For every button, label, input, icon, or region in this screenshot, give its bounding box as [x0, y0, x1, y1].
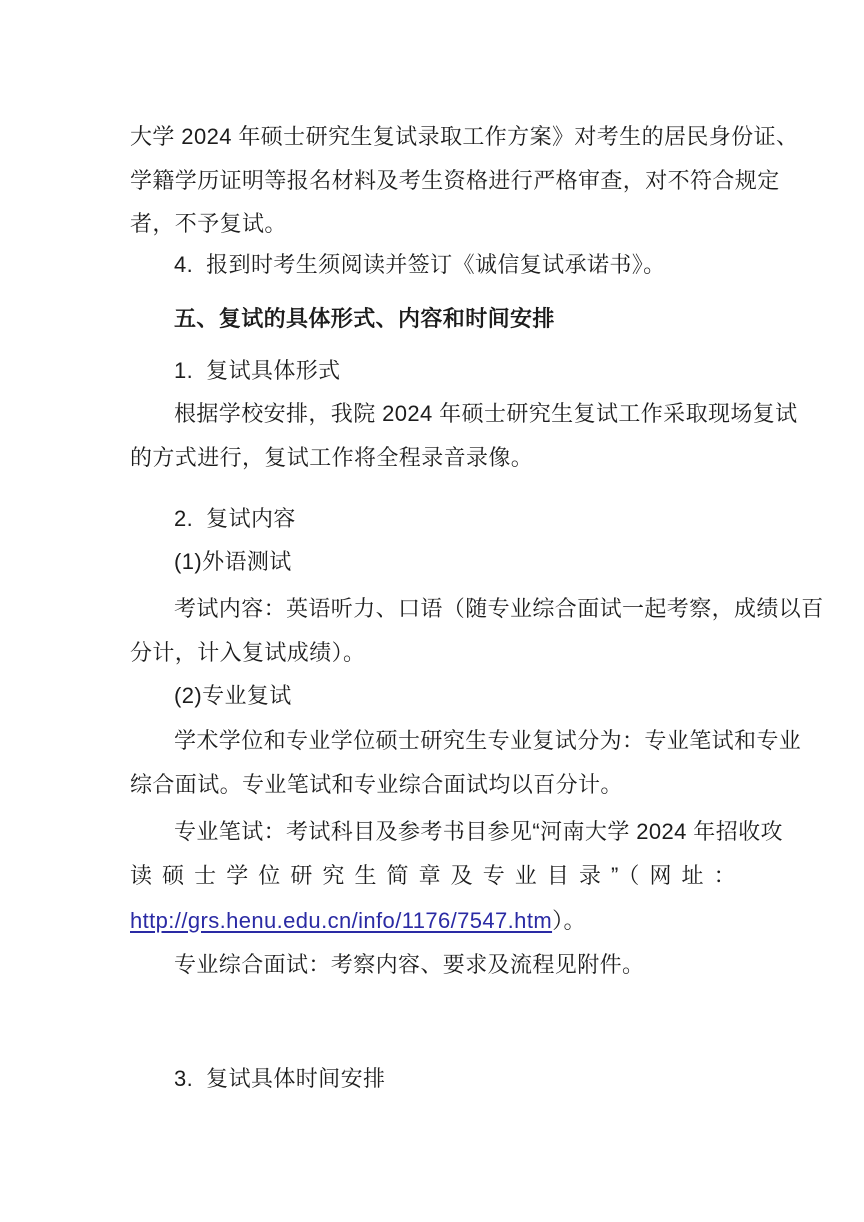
link-trailing-text: ）。 [552, 908, 586, 933]
doc-line-justified: 读硕士学位研究生简章及专业目录”（网址： [130, 863, 736, 888]
doc-line: 学籍学历证明等报名材料及考生资格进行严格审查，对不符合规定 [130, 168, 780, 193]
numbered-item-3: 3. 复试具体时间安排 [174, 1066, 386, 1091]
doc-line: 的方式进行，复试工作将全程录音录像。 [130, 445, 534, 470]
doc-line: 专业笔试：考试科目及参考书目参见“河南大学 2024 年招收攻 [174, 819, 783, 844]
doc-line: 根据学校安排，我院 2024 年硕士研究生复试工作采取现场复试 [174, 401, 798, 426]
sub-item-foreign-language: (1)外语测试 [174, 549, 292, 574]
doc-line: 者，不予复试。 [130, 211, 287, 236]
sub-item-professional-retest: (2)专业复试 [174, 683, 292, 708]
doc-line: 大学 2024 年硕士研究生复试录取工作方案》对考生的居民身份证、 [130, 124, 799, 149]
doc-line: 分计，计入复试成绩）。 [130, 640, 366, 665]
doc-line: 综合面试。专业笔试和专业综合面试均以百分计。 [130, 772, 623, 797]
doc-line: 考试内容：英语听力、口语（随专业综合面试一起考察，成绩以百 [174, 596, 824, 621]
catalog-hyperlink[interactable]: http://grs.henu.edu.cn/info/1176/7547.htm [130, 908, 553, 933]
doc-line: 学术学位和专业学位硕士研究生专业复试分为：专业笔试和专业 [174, 728, 802, 753]
doc-line: 专业综合面试：考察内容、要求及流程见附件。 [174, 952, 645, 977]
doc-line-with-link [130, 906, 736, 936]
section-heading-5: 五、复试的具体形式、内容和时间安排 [174, 306, 555, 331]
numbered-item-4: 4. 报到时考生须阅读并签订《诚信复试承诺书》。 [174, 252, 666, 277]
numbered-item-1: 1. 复试具体形式 [174, 358, 341, 383]
numbered-item-2: 2. 复试内容 [174, 506, 296, 531]
